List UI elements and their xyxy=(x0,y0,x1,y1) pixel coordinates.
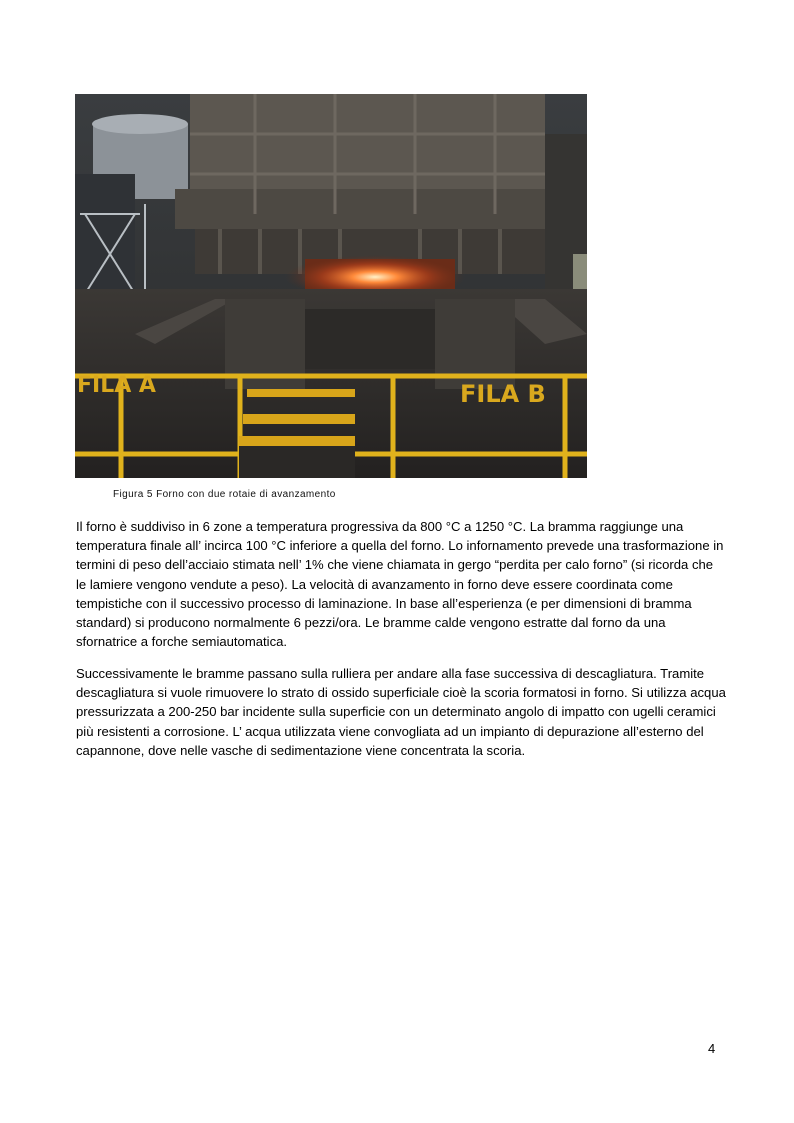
figure-caption: Figura 5 Forno con due rotaie di avanzamento xyxy=(113,489,336,500)
page-number: 4 xyxy=(708,1041,716,1056)
paragraph-text: Il forno è suddiviso in 6 zone a temperatura progressiva da 800 °C a 1250 °C. La bramma raggiunge una temperatura finale all’ incirca 100 °C inferiore a quella del forno. Lo infornamento prevede una trasformazione in termini di peso dell’acciaio stimata nell’ 1% che viene chiamata in gergo “perdita per calo forno” (si ricorda che le lamiere vengono vendute a peso). La velocità di avanzamento in forno deve essere coordinata come tempistiche con il successivo processo di laminazione. In base all’esperienza (e per dimensioni di bramma standard) si producono normalmente 6 pezzi/ora. Le bramme calde vengono estratte dal forno da una sfornatrice a forche semiautomatica. xyxy=(76,519,724,650)
paragraph-descaling xyxy=(76,664,726,760)
paragraph-text: Successivamente le bramme passano sulla rulliera per andare alla fase successiva di descagliatura. Tramite descagliatura si vuole rimuovere lo strato di ossido superficiale cioè la scoria formatosi in forno. Si utilizza acqua pressurizzata a 200-250 bar incidente sulla superficie con un determinato angolo di impatto con ugelli ceramici più resistenti a corrosione. L’ acqua utilizzata viene convogliata ad un impianto di depurazione all’esterno del capannone, dove nelle vasche di sedimentazione viene concentrata la scoria. xyxy=(76,666,726,758)
fila-a-label: FILA A xyxy=(77,373,156,398)
paragraph-furnace xyxy=(76,517,726,651)
fila-b-label: FILA B xyxy=(460,380,546,408)
furnace-illustration xyxy=(75,94,587,478)
furnace-photo xyxy=(75,94,587,478)
